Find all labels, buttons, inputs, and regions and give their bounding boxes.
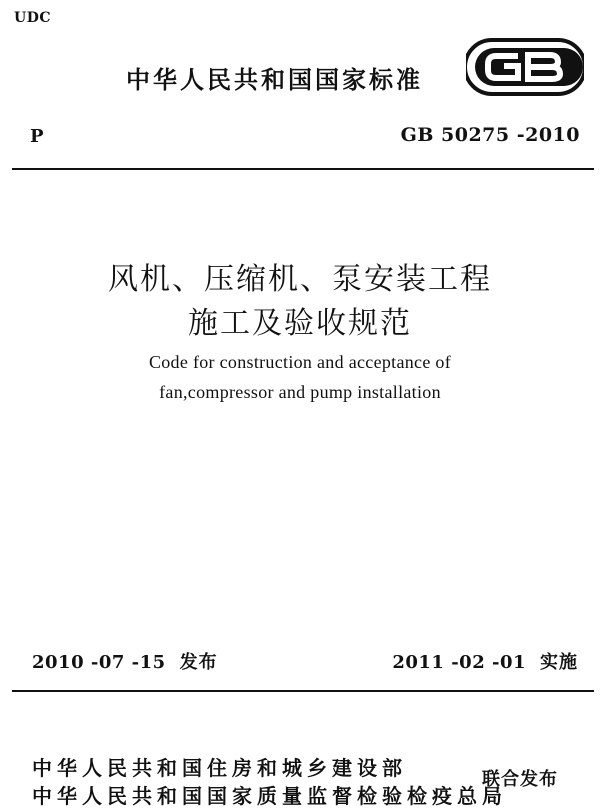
category-code: P xyxy=(30,126,44,147)
title-line-1: 风机、压缩机、泵安装工程 xyxy=(108,262,492,297)
top-divider xyxy=(12,168,594,170)
standard-code: GB 50275 -2010 xyxy=(400,124,580,146)
issue-date: 2010 -07 -15 xyxy=(32,652,166,673)
bottom-divider xyxy=(12,690,594,692)
publisher-line-1: 中华人民共和国住房和城乡建设部 xyxy=(32,756,407,780)
english-title-line-2: fan,compressor and pump installation xyxy=(159,382,441,402)
publisher-line-2: 中华人民共和国国家质量监督检验检疫总局 xyxy=(32,784,507,808)
issue-action: 发布 xyxy=(179,652,218,673)
title-line-2: 施工及验收规范 xyxy=(188,306,412,341)
english-title-line-1: Code for construction and acceptance of xyxy=(148,352,452,372)
implement-action: 实施 xyxy=(540,652,578,673)
issue-date-block xyxy=(32,648,218,674)
implement-date: 2011 -02 -01 xyxy=(392,652,526,673)
joint-issue-label: 联合发布 xyxy=(482,769,558,790)
national-standard-heading: 中华人民共和国国家标准 xyxy=(126,66,423,94)
implement-date-block xyxy=(392,648,578,674)
udc-label: UDC xyxy=(14,10,51,26)
gb-logo-icon xyxy=(466,38,584,96)
